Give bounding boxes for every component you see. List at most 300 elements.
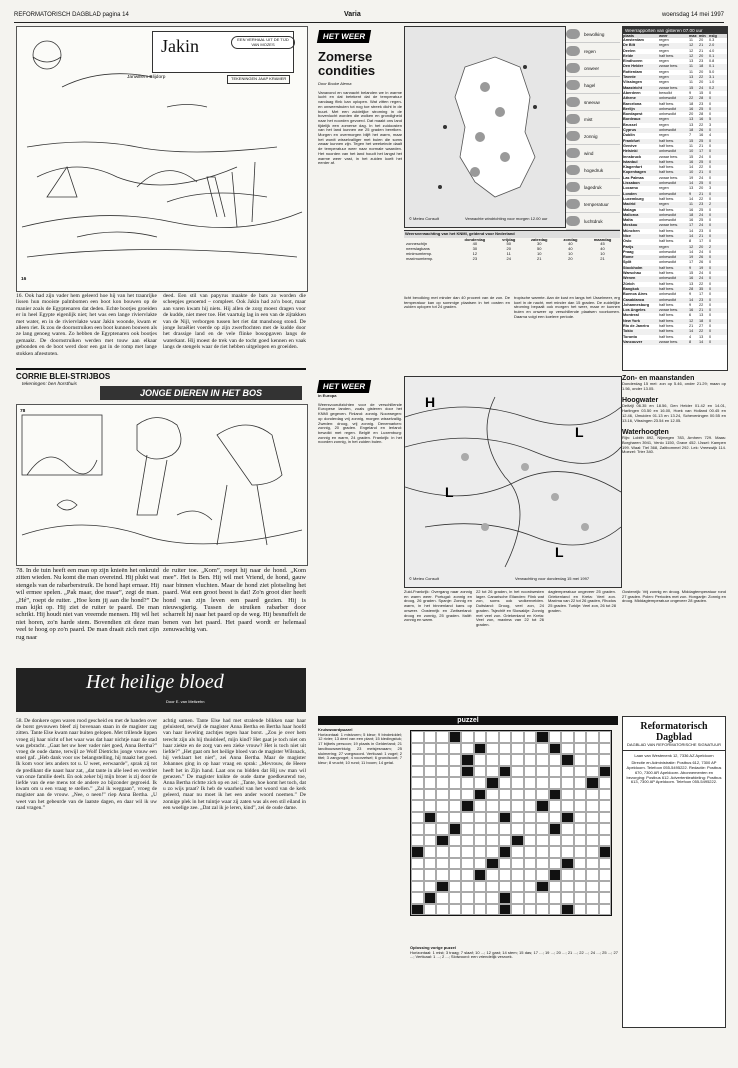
crossword-cell[interactable] [436, 892, 449, 904]
crossword-cell[interactable] [436, 777, 449, 789]
crossword-cell[interactable] [436, 904, 449, 916]
crossword-cell[interactable] [599, 892, 612, 904]
crossword-cell[interactable] [536, 754, 549, 766]
crossword-cell[interactable] [536, 823, 549, 835]
crossword-cell[interactable] [574, 892, 587, 904]
crossword-cell[interactable] [561, 777, 574, 789]
crossword-cell[interactable] [599, 743, 612, 755]
crossword-cell[interactable] [599, 731, 612, 743]
crossword-cell[interactable] [524, 846, 537, 858]
crossword-cell[interactable] [586, 835, 599, 847]
crossword-cell[interactable] [599, 800, 612, 812]
crossword-cell[interactable] [474, 904, 487, 916]
crossword-cell[interactable] [586, 731, 599, 743]
legend-item [566, 60, 620, 77]
crossword-cell[interactable] [524, 892, 537, 904]
crossword-cell[interactable] [524, 904, 537, 916]
crossword-cell[interactable] [424, 846, 437, 858]
city-row: Frankfurt half bew. 15 25 0 [623, 139, 727, 144]
crossword-cell[interactable] [574, 904, 587, 916]
crossword-cell[interactable] [536, 789, 549, 801]
jakin-text-col1: 16. Ook had zijn vader hem geleerd hoe hij van het traanrijke lissen hun mooiste palmbomen een boot kon bouwen op de manier zoals de Egyptenaren dat deden. Echte bootjes groeiden er in heel Egypte eigenlijk niet; het was een lange riviervlakte met water, en in de riviervlakte waar Jakin woonde, kwam er alleen riet. Ik zou de doornstruiken een boot kunnen bouwen als ze lang genoeg waren. Zo hebben de Egyptenaren ook bootjes gemaakt. De doornstruiken werden met touw aan elkaar gebonden en de boot werd door een gat in de romp met lange stokken afgestoten. [16, 293, 157, 355]
crossword-cell[interactable] [474, 892, 487, 904]
crossword-cell[interactable] [574, 789, 587, 801]
weather-symbol-icon [566, 182, 580, 192]
crossword-cell[interactable] [486, 812, 499, 824]
crossword-cell[interactable] [424, 869, 437, 881]
crossword-cell[interactable] [424, 731, 437, 743]
crossword-cell[interactable] [586, 766, 599, 778]
legend-label: regen [584, 48, 596, 54]
crossword-cell[interactable] [474, 754, 487, 766]
crossword-cell[interactable] [511, 789, 524, 801]
crossword-cell[interactable] [599, 858, 612, 870]
crossword-cell[interactable] [499, 800, 512, 812]
serial-text-col2: achtig samen. Tante Else had met stralende blikken naar haar geluisterd, terwijl de magister Anna Bertha en Bertha haar hoofd van haar lieveling zachtjes tegen haar borst. „Zou je over hem terecht zijn als hij thuisbleef, mijn kind? Het gaat je toch niet om haar ziekte en de zorg van een zieke vrouw? Het is toch niet uit liefde?” „Het gaat om het heilige bloed van de magister Wilsnack, hij verklaart het niet”, zei Anna Bertha. Maar de magister Johannes ging in op haar vraag en sprak: „Mevrouw, de Heere heeft het in Zijn hand. Laat ons nu bidden dat Hij uw man wil genezen.” De magister knikte de oude dame goedkeurend toe, Anna Bertha richtte zich op en zei: „Tante, hoe komt het toch, dat u zo wijs praat? Ik heb de waarheid van het woord van de kerk geleerd, maar nu moet ik het een ander woord noemen.” De zonnige plek in het tuintje waar zij zaten was als een stil eiland in een woelige zee. „Dat zal ik je leren, kind”, zei de oude dame. [163, 718, 306, 811]
crossword-cell[interactable] [511, 892, 524, 904]
crossword-cell[interactable] [411, 835, 424, 847]
city-row: Madrid regen 11 23 2 [623, 202, 727, 207]
city-col-header: weer [659, 34, 668, 38]
jakin-title-box [152, 31, 294, 73]
comic2-heading: JONGE DIEREN IN HET BOS [100, 386, 302, 400]
crossword-cell[interactable] [549, 892, 562, 904]
crossword-cell[interactable] [549, 858, 562, 870]
city-row: Rio de Janeiro half bew. 21 27 0 [623, 324, 712, 329]
crossword-cell[interactable] [449, 754, 462, 766]
crossword-cell[interactable] [524, 743, 537, 755]
crossword-cell[interactable] [486, 743, 499, 755]
crossword-cell[interactable] [561, 823, 574, 835]
masthead-text: Directie en Administratie: Postbus 612, 7300 AP Apeldoorn. Telefoon 055-5495222. Redactie: Postbus 670, 7300 AR Apeldoorn. Abonnementen en bezorging: Postbus 612. Advertentieafdeling: Postbus 613, 7300 AP Apeldoorn. Telefoon 055-5495222. [626, 760, 722, 785]
crossword-cell[interactable] [499, 731, 512, 743]
crossword-cell[interactable] [536, 812, 549, 824]
crossword-cell[interactable] [461, 743, 474, 755]
crossword-cell[interactable] [411, 777, 424, 789]
crossword-cell[interactable] [561, 881, 574, 893]
crossword-cell[interactable] [436, 869, 449, 881]
crossword-cell[interactable] [461, 835, 474, 847]
crossword-cell[interactable] [486, 823, 499, 835]
crossword-cell[interactable] [511, 858, 524, 870]
crossword-cell[interactable] [524, 812, 537, 824]
crossword-cell[interactable] [549, 835, 562, 847]
crossword-cell[interactable] [424, 766, 437, 778]
crossword-cell[interactable] [499, 835, 512, 847]
crossword-cell [436, 835, 449, 847]
crossword-cell[interactable] [474, 766, 487, 778]
crossword-cell[interactable] [574, 869, 587, 881]
crossword-cell[interactable] [474, 835, 487, 847]
city-row: Rome onbewolkt 19 26 0 [623, 255, 727, 260]
crossword-cell[interactable] [586, 789, 599, 801]
legend-item [566, 26, 620, 43]
crossword-cell [486, 777, 499, 789]
crossword-cell[interactable] [461, 731, 474, 743]
crossword-cell[interactable] [511, 881, 524, 893]
crossword-cell[interactable] [561, 766, 574, 778]
masthead-title: Reformatorisch Dagblad [640, 721, 708, 743]
crossword-cell[interactable] [486, 754, 499, 766]
city-row: Maastricht zwaar bew. 15 24 0.2 [623, 86, 727, 91]
legend-item [566, 111, 620, 128]
crossword-cell[interactable] [549, 800, 562, 812]
crossword-cell[interactable] [536, 904, 549, 916]
crossword-cell[interactable] [586, 869, 599, 881]
crossword-cell[interactable] [474, 846, 487, 858]
crossword-cell[interactable] [449, 892, 462, 904]
legend-item [566, 94, 620, 111]
legend-label: mist [584, 116, 593, 122]
crossword-cell[interactable] [411, 789, 424, 801]
crossword-grid[interactable] [410, 730, 612, 916]
crossword-cell[interactable] [424, 904, 437, 916]
crossword-cell[interactable] [461, 892, 474, 904]
crossword-cell[interactable] [486, 869, 499, 881]
crossword-cell[interactable] [424, 858, 437, 870]
crossword-cell[interactable] [511, 904, 524, 916]
crossword-cell[interactable] [511, 823, 524, 835]
crossword-cell[interactable] [474, 731, 487, 743]
crossword-cell[interactable] [524, 800, 537, 812]
city-row: Luxemburg half bew. 14 22 0 [623, 196, 712, 201]
crossword-cell [461, 800, 474, 812]
knmi-row: maximumtemp. 23 24 21 20 21 [406, 255, 605, 261]
crossword-cell[interactable] [599, 812, 612, 824]
crossword-cell[interactable] [461, 846, 474, 858]
crossword-cell[interactable] [561, 731, 574, 743]
crossword-cell[interactable] [511, 846, 524, 858]
crossword-cell[interactable] [524, 766, 537, 778]
crossword-cell[interactable] [586, 881, 599, 893]
crossword-cell[interactable] [524, 869, 537, 881]
crossword-cell[interactable] [486, 892, 499, 904]
crossword-cell[interactable] [449, 766, 462, 778]
legend-item [566, 128, 620, 145]
crossword-cell[interactable] [524, 789, 537, 801]
crossword-cell [549, 743, 562, 755]
weather2-credit: © Meteo Consult [409, 576, 439, 581]
crossword-cell[interactable] [499, 789, 512, 801]
crossword-cell [536, 800, 549, 812]
crossword-cell[interactable] [586, 754, 599, 766]
crossword-cell[interactable] [511, 869, 524, 881]
crossword-cell[interactable] [511, 766, 524, 778]
crossword-cell[interactable] [411, 892, 424, 904]
crossword-cell[interactable] [524, 754, 537, 766]
crossword-cell[interactable] [599, 777, 612, 789]
crossword-cell[interactable] [486, 731, 499, 743]
crossword-cell[interactable] [574, 858, 587, 870]
crossword-cell[interactable] [574, 812, 587, 824]
city-row: Amsterdam regen 11 20 0.3 [623, 38, 715, 42]
crossword-cell[interactable] [486, 800, 499, 812]
crossword-cell[interactable] [486, 766, 499, 778]
crossword-cell[interactable] [424, 777, 437, 789]
weather1-credit: © Meteo Consult [409, 216, 439, 221]
crossword-cell[interactable] [536, 835, 549, 847]
comic2-author: CORRIE BLEI-STRIJBOS [16, 372, 111, 381]
crossword-cell[interactable] [574, 766, 587, 778]
crossword-cell[interactable] [436, 766, 449, 778]
crossword-cell[interactable] [574, 800, 587, 812]
crossword-cell[interactable] [449, 881, 462, 893]
crossword-cell[interactable] [474, 823, 487, 835]
crossword-cell[interactable] [524, 858, 537, 870]
crossword-cell[interactable] [436, 754, 449, 766]
city-row: Bangkok half bew. 28 35 0 [623, 287, 727, 292]
crossword-cell[interactable] [411, 743, 424, 755]
crossword-cell[interactable] [511, 812, 524, 824]
puzzle-title: puzzel [318, 716, 618, 725]
crossword-cell[interactable] [511, 731, 524, 743]
crossword-cell[interactable] [536, 777, 549, 789]
jakin-title: Jakin [161, 36, 199, 56]
serial-text-col1: 58. De donkere ogen waren rood gescheid en met de handen over de borst gevouwen bleef zij bovenaan staan in de magister zag zitten. Tante Else kwam naar buiten gelopen. Met trillende lippen vroeg zij haar nicht of het waar was dat haar nichtje naar de stad was gebracht. „Gaat het uw heer vader niet goed, Anna Bertha?” vroeg de oude dame, terwijl ze Wolf Dietrichs jonge vrouw een stoel gaf. „Heb dank voor uw belangstelling, hij maakt het goed. Ik kom voor iets anders tot u. U weet, eerwaarde”, sprak zij tot de predikant die naast haar zat, „dat tante in alle leed en verdriet van onze familie deelt. En ook zeker bij mijn broer is zij door de liefde van de ene mens tot de andere zo bijzonder gegroeid. Ik kwam om u een vraag te stellen.” „Zal ik weggaan”, vroeg de magister aan de vrouw. „Nee, o neen!” riep Anna Bertha. „U weet van het gebeurde van de laatste dagen, en daar wil ik uw raad vragen.” [16, 718, 157, 811]
masthead-address: Laan van Westenenk 12, 7336 AZ Apeldoorn [634, 752, 714, 758]
crossword-cell[interactable] [536, 766, 549, 778]
crossword-cell[interactable] [561, 892, 574, 904]
crossword-cell[interactable] [436, 846, 449, 858]
crossword-cell[interactable] [411, 858, 424, 870]
crossword-cell[interactable] [449, 835, 462, 847]
crossword-cell[interactable] [561, 800, 574, 812]
crossword-cell[interactable] [561, 869, 574, 881]
crossword-cell[interactable] [549, 754, 562, 766]
crossword-cell[interactable] [574, 777, 587, 789]
city-row: Montreal half bew. 6 13 0 [623, 313, 712, 318]
crossword-cell[interactable] [536, 858, 549, 870]
crossword-cell[interactable] [486, 835, 499, 847]
crossword-cell[interactable] [424, 823, 437, 835]
header-right: woensdag 14 mei 1997 [661, 12, 724, 18]
crossword-cell[interactable] [499, 881, 512, 893]
crossword-cell [549, 869, 562, 881]
city-row: Mallorca onbewolkt 18 24 0 [623, 213, 727, 218]
crossword-cell[interactable] [524, 835, 537, 847]
crossword-cell[interactable] [599, 789, 612, 801]
crossword-cell[interactable] [461, 823, 474, 835]
weather2-column [318, 376, 402, 661]
crossword-cell[interactable] [449, 743, 462, 755]
crossword-cell[interactable] [424, 835, 437, 847]
crossword-cell[interactable] [561, 835, 574, 847]
crossword-cell[interactable] [486, 904, 499, 916]
crossword-cell[interactable] [549, 812, 562, 824]
crossword-cell [561, 904, 574, 916]
crossword-cell[interactable] [436, 789, 449, 801]
crossword-cell[interactable] [436, 812, 449, 824]
crossword-cell[interactable] [474, 800, 487, 812]
city-row: Aberdeen bewolkt 9 15 0 [623, 90, 712, 95]
city-row: Londen onbewolkt 9 21 0 [623, 192, 727, 197]
weather2-col2: Zuid-Frankrijk: Overgang naar zonnig en warm weer. Portugal: zonnig en droog, 26 graden. Spanje: Zonnig en warm, in het binnenland kans op onweer. Oostenrijk en Zwitserland: droog en zonnig, 25 graden. Italië: zonnig en warm. [404, 590, 472, 623]
weather1-column [318, 26, 402, 356]
crossword-cell[interactable] [474, 881, 487, 893]
crossword-cell[interactable] [511, 754, 524, 766]
crossword-cell[interactable] [411, 766, 424, 778]
crossword-cell [561, 812, 574, 824]
crossword-cell[interactable] [524, 823, 537, 835]
city-row: Tokio half bew. 14 22 0 [623, 329, 727, 334]
crossword-cell[interactable] [586, 846, 599, 858]
crossword-cell[interactable] [461, 812, 474, 824]
weather1-heading: Zomerse condities [318, 49, 376, 78]
crossword-cell [586, 777, 599, 789]
crossword-cell[interactable] [549, 777, 562, 789]
crossword-cell[interactable] [449, 904, 462, 916]
crossword-cell[interactable] [549, 766, 562, 778]
crossword-cell[interactable] [449, 789, 462, 801]
crossword-cell[interactable] [536, 892, 549, 904]
crossword-cell[interactable] [474, 858, 487, 870]
weather-symbol-icon [566, 80, 580, 90]
knmi-day: vrijdag [502, 236, 516, 242]
city-table-header: Weerrapporten van gisteren 07.00 uur [623, 27, 727, 34]
crossword-cell[interactable] [499, 754, 512, 766]
crossword-cell[interactable] [461, 777, 474, 789]
weather1-legend [566, 26, 620, 226]
crossword-cell[interactable] [574, 846, 587, 858]
weather-symbol-icon [566, 29, 580, 39]
crossword-cell[interactable] [424, 800, 437, 812]
crossword-cell[interactable] [549, 846, 562, 858]
weather-symbol-icon [566, 46, 580, 56]
crossword-cell[interactable] [586, 812, 599, 824]
crossword-cell[interactable] [561, 846, 574, 858]
crossword-cell[interactable] [536, 869, 549, 881]
weather-symbol-icon [566, 148, 580, 158]
crossword-cell[interactable] [436, 731, 449, 743]
crossword-cell[interactable] [474, 812, 487, 824]
crossword-cell[interactable] [411, 881, 424, 893]
crossword-cell[interactable] [599, 904, 612, 916]
crossword-cell[interactable] [574, 835, 587, 847]
crossword-cell[interactable] [574, 823, 587, 835]
crossword-cell[interactable] [449, 812, 462, 824]
comic2-panel-number: 78 [20, 409, 26, 414]
crossword-cell[interactable] [511, 743, 524, 755]
crossword-cell[interactable] [561, 743, 574, 755]
comic2-credits: tekeningen: ben horsthuis [22, 382, 77, 387]
crossword-cell[interactable] [536, 846, 549, 858]
crossword-cell[interactable] [549, 731, 562, 743]
weather2-map-caption: Verwachting voor donderdag 15 mei 1997 [515, 576, 590, 581]
crossword-cell[interactable] [524, 881, 537, 893]
crossword-cell[interactable] [511, 777, 524, 789]
jakin-drawer: TEKENINGEN JAAP KRAMER [227, 75, 290, 84]
crossword-cell [474, 869, 487, 881]
crossword-cell[interactable] [574, 743, 587, 755]
crossword-cell[interactable] [411, 731, 424, 743]
crossword-cell[interactable] [411, 823, 424, 835]
weather-symbol-icon [566, 131, 580, 141]
legend-item [566, 196, 620, 213]
crossword-cell[interactable] [586, 904, 599, 916]
city-row: De Bilt regen 12 21 2.0 [623, 43, 727, 48]
crossword-cell[interactable] [561, 789, 574, 801]
crossword-cell [424, 892, 437, 904]
crossword-cell [411, 846, 424, 858]
crossword-cell[interactable] [461, 789, 474, 801]
crossword-cell[interactable] [486, 789, 499, 801]
crossword-cell[interactable] [586, 743, 599, 755]
crossword-cell[interactable] [449, 869, 462, 881]
crossword-cell[interactable] [511, 800, 524, 812]
crossword-cell[interactable] [549, 904, 562, 916]
crossword-cell[interactable] [549, 881, 562, 893]
crossword-cell[interactable] [424, 881, 437, 893]
weather-symbol-icon [566, 63, 580, 73]
knmi-day: maandag [593, 236, 612, 242]
crossword-cell[interactable] [586, 858, 599, 870]
city-row: Bordeaux regen 13 16 5 [623, 117, 727, 122]
crossword-cell[interactable] [436, 858, 449, 870]
crossword-cell[interactable] [499, 777, 512, 789]
city-row: Malaga half bew. 16 25 0 [623, 207, 712, 212]
crossword-cell[interactable] [524, 731, 537, 743]
crossword-cell[interactable] [486, 881, 499, 893]
crossword-cell[interactable] [599, 754, 612, 766]
city-row: Split onbewolkt 17 26 0 [623, 260, 712, 265]
svg-text:L: L [445, 484, 454, 500]
crossword-cell[interactable] [411, 800, 424, 812]
crossword-cell[interactable] [424, 743, 437, 755]
crossword-cell[interactable] [599, 881, 612, 893]
knmi-table [404, 230, 620, 291]
crossword-cell[interactable] [486, 846, 499, 858]
crossword-cell[interactable] [436, 823, 449, 835]
crossword-cell[interactable] [586, 823, 599, 835]
crossword-cell [499, 812, 512, 824]
crossword-cell[interactable] [499, 858, 512, 870]
crossword-cell[interactable] [424, 754, 437, 766]
crossword-cell[interactable] [524, 777, 537, 789]
knmi-table-grid [404, 238, 620, 262]
crossword-cell[interactable] [436, 800, 449, 812]
crossword-cell[interactable] [461, 858, 474, 870]
crossword-cell[interactable] [586, 892, 599, 904]
crossword-cell[interactable] [586, 800, 599, 812]
crossword-cell[interactable] [461, 904, 474, 916]
crossword-cell[interactable] [436, 743, 449, 755]
crossword-cell[interactable] [499, 743, 512, 755]
crossword-cell[interactable] [574, 881, 587, 893]
crossword-cell[interactable] [411, 869, 424, 881]
crossword-cell[interactable] [449, 777, 462, 789]
crossword-cell[interactable] [599, 869, 612, 881]
crossword-cell[interactable] [536, 743, 549, 755]
crossword-cell[interactable] [449, 858, 462, 870]
crossword-cell[interactable] [499, 823, 512, 835]
legend-item [566, 43, 620, 60]
crossword-cell[interactable] [574, 754, 587, 766]
crossword-cell[interactable] [599, 823, 612, 835]
crossword-cell[interactable] [499, 869, 512, 881]
crossword-cell[interactable] [411, 754, 424, 766]
serial-banner [16, 668, 306, 712]
crossword-cell[interactable] [461, 881, 474, 893]
city-row: Lissabon onbewolkt 14 25 0 [623, 181, 727, 186]
crossword-cell[interactable] [449, 846, 462, 858]
crossword-cell[interactable] [474, 777, 487, 789]
crossword-cell[interactable] [449, 800, 462, 812]
crossword-cell[interactable] [461, 869, 474, 881]
crossword-cell[interactable] [599, 835, 612, 847]
crossword-cell[interactable] [574, 731, 587, 743]
crossword-cell[interactable] [411, 812, 424, 824]
crossword-cell[interactable] [424, 789, 437, 801]
